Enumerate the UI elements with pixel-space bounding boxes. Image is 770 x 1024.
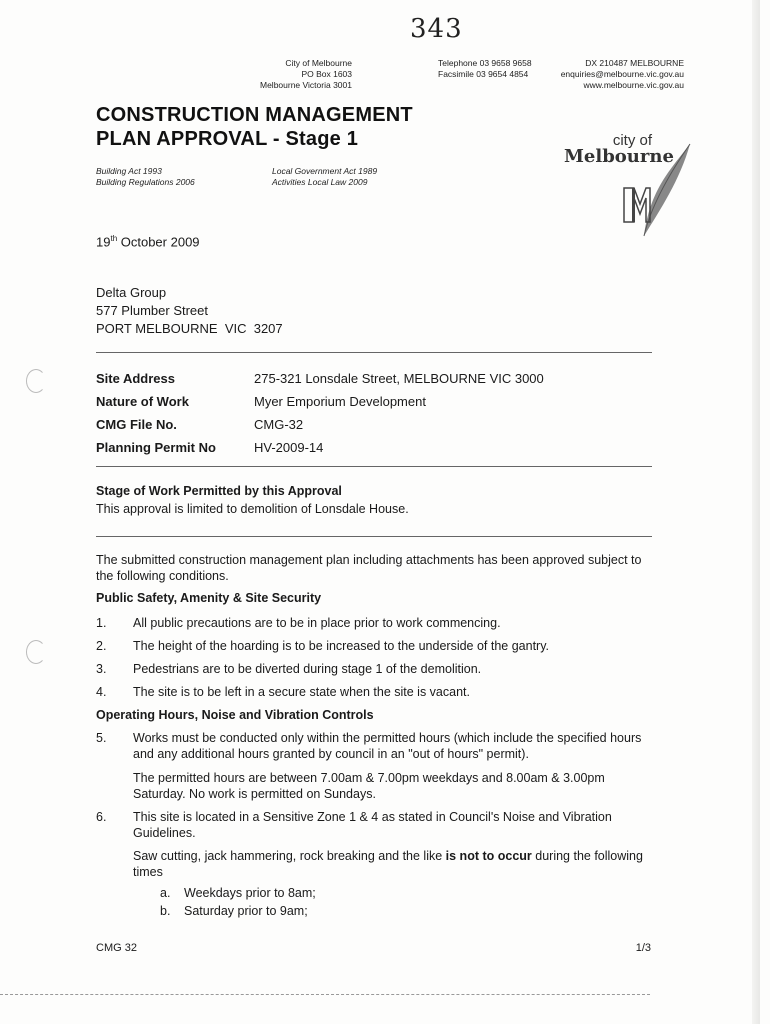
item-letter: b. — [160, 904, 171, 918]
letter-date — [96, 230, 200, 250]
punch-hole — [26, 369, 46, 393]
condition-text: All public precautions are to be in place prior to work commencing. — [133, 616, 501, 630]
item-letter: a. — [160, 886, 171, 900]
handwritten-page-number: 343 — [410, 14, 463, 44]
telephone: Telephone 03 9658 9658 — [438, 58, 532, 68]
sub-text: during the following times — [133, 849, 643, 879]
section-heading-public-safety: Public Safety, Amenity & Site Security — [96, 591, 322, 605]
info-row — [96, 436, 544, 459]
conditions-list-2 — [96, 730, 656, 769]
restricted-time-item — [160, 884, 316, 902]
punch-hole — [26, 640, 46, 664]
stage-of-work — [96, 484, 409, 516]
condition-text: This site is located in a Sensitive Zone 1 & 4 as stated in Council's Noise and Vibration Guidelines. — [133, 810, 612, 840]
info-value: 275-321 Lonsdale Street, MELBOURNE VIC 3000 — [254, 371, 544, 386]
recipient-line: Delta Group — [96, 285, 167, 300]
condition-subparagraph — [133, 848, 653, 880]
condition-number: 6. — [96, 810, 107, 824]
stage-heading: Stage of Work Permitted by this Approval — [96, 484, 342, 498]
restricted-times-list — [160, 884, 316, 920]
condition-number: 1. — [96, 616, 107, 630]
page-title — [96, 103, 413, 151]
act-ref: Activities Local Law 2009 — [272, 177, 368, 187]
council-postal-address — [260, 58, 352, 91]
footer-reference: CMG 32 — [96, 942, 137, 954]
section-heading-operating-hours: Operating Hours, Noise and Vibration Controls — [96, 708, 374, 722]
condition-item — [96, 638, 656, 654]
logo-melbourne: Melbourne — [564, 146, 674, 167]
item-text: Weekdays prior to 8am; — [184, 886, 316, 900]
condition-text: Pedestrians are to be diverted during stage 1 of the demolition. — [133, 662, 482, 676]
city-of-melbourne-logo — [560, 130, 700, 240]
recipient-line: PORT MELBOURNE VIC 3207 — [96, 321, 283, 336]
recipient-address — [96, 284, 283, 338]
restricted-time-item — [160, 902, 316, 920]
council-phone-block — [438, 58, 532, 80]
condition-text: The height of the hoarding is to be increased to the underside of the gantry. — [133, 639, 550, 653]
condition-number: 3. — [96, 662, 107, 676]
recipient-line: 577 Plumber Street — [96, 303, 209, 318]
condition-text: Works must be conducted only within the permitted hours (which include the specified hours and any additional hours granted by council in an "out of hours" permit). — [133, 731, 642, 761]
approval-intro: The submitted construction management plan including attachments has been approved subject to the following conditions. — [96, 553, 642, 583]
page-number: 1/3 — [635, 942, 651, 954]
email: enquiries@melbourne.vic.gov.au — [560, 69, 684, 79]
conditions-list-1 — [96, 615, 656, 707]
date-suffix: th — [110, 234, 118, 243]
facsimile: Facsimile 03 9654 4854 — [438, 69, 529, 79]
info-label: Site Address — [96, 371, 175, 386]
condition-number: 5. — [96, 731, 107, 745]
condition-number: 4. — [96, 685, 107, 699]
condition-number: 2. — [96, 639, 107, 653]
address-line: Melbourne Victoria 3001 — [260, 80, 352, 90]
divider — [96, 352, 652, 353]
page-edge-shadow — [752, 0, 760, 1024]
info-label: Nature of Work — [96, 394, 189, 409]
condition-item — [96, 615, 656, 631]
info-value: Myer Emporium Development — [254, 394, 426, 409]
sub-text: Saw cutting, jack hammering, rock breaking and the like — [133, 849, 446, 863]
info-row — [96, 390, 544, 413]
title-line: CONSTRUCTION MANAGEMENT — [96, 104, 413, 126]
address-line: PO Box 1603 — [301, 69, 352, 79]
acts-right — [272, 166, 377, 188]
website: www.melbourne.vic.gov.au — [583, 80, 684, 90]
site-info-table — [96, 367, 544, 459]
condition-item — [96, 809, 656, 841]
divider — [96, 466, 652, 467]
condition-text: The site is to be left in a secure state when the site is vacant. — [133, 685, 470, 699]
title-line: PLAN APPROVAL - Stage 1 — [96, 128, 359, 150]
address-line: City of Melbourne — [285, 58, 352, 68]
acts-left — [96, 166, 195, 188]
condition-item — [96, 730, 656, 762]
act-ref: Local Government Act 1989 — [272, 166, 378, 176]
scan-edge-line — [0, 994, 650, 995]
dx-address: DX 210487 MELBOURNE — [585, 58, 684, 68]
condition-subparagraph: The permitted hours are between 7.00am & 7.00pm weekdays and 8.00am & 3.00pm Saturday. No work is permitted on Sundays. — [133, 771, 605, 801]
date-day: 19 — [96, 234, 111, 250]
act-ref: Building Act 1993 — [96, 166, 162, 176]
info-label: CMG File No. — [96, 417, 177, 432]
condition-item — [96, 661, 656, 677]
date-month-year: October 2009 — [117, 234, 200, 250]
logo-city-of: city of — [612, 132, 652, 149]
info-value: CMG-32 — [254, 417, 304, 432]
stage-text: This approval is limited to demolition of Lonsdale House. — [96, 502, 409, 516]
condition-item — [96, 684, 656, 700]
info-row — [96, 413, 544, 436]
info-label: Planning Permit No — [96, 440, 216, 455]
info-value: HV-2009-14 — [254, 440, 324, 455]
info-row — [96, 367, 544, 390]
item-text: Saturday prior to 9am; — [184, 904, 308, 918]
divider — [96, 536, 652, 537]
act-ref: Building Regulations 2006 — [96, 177, 195, 187]
sub-text-emphasis: is not to occur — [445, 849, 532, 863]
council-contact-block — [561, 58, 684, 91]
conditions-list-3 — [96, 809, 656, 848]
